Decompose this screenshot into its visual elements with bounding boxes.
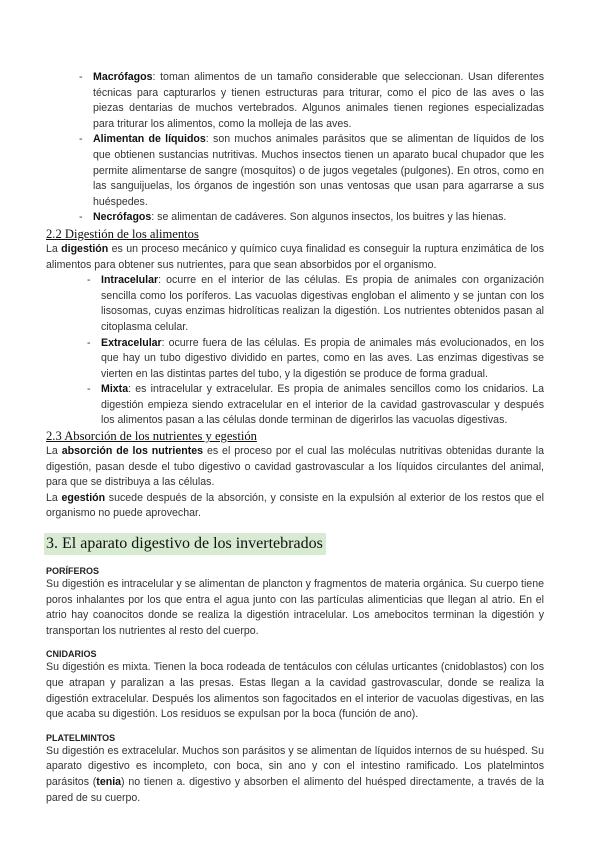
cnidaria-text: Su digestión es mixta. Tienen la boca rodeada de tentáculos con células urticantes (cnidoblastos) con los que atrapan y paralizan a las presas. Estas llegan a la cavidad gastrovascular, donde se realiza la digestión extracelular. Después los alimentos son fagocitados en el interior de vacuolas digestivas, en las que acaba su digestión. Los residuos se expulsan por la boca (función de ano). — [46, 661, 544, 721]
text: sucede después de la absorción, y consiste en la expulsión al exterior de los restos que el organismo no puede aprovechar. — [46, 491, 544, 520]
porifera-text: Su digestión es intracelular y se alimentan de plancton y fragmentos de materia orgánica. Su cuerpo tiene poros inhalantes por los que entra el agua junto con las partículas alimenticias que llegan al atrio. En el atrio hay coanocitos donde se realiza la digestión intracelular. Los amebocitos terminan la digestión y transportan los nutrientes al resto del cuerpo. — [46, 578, 544, 637]
section-heading-2-3: 2.3 Absorción de los nutrientes y egestión — [46, 429, 257, 444]
text: es el proceso por el cual las moléculas nutritivas obtenidas durante la digestión, pasan desde el tubo digestivo o cavidad gastrovascular a los líquidos circulantes del animal, para que se distribuya a las células. — [46, 445, 544, 489]
list-item — [46, 210, 544, 226]
platyhelminthes-heading: PLATELMINTOS — [46, 732, 116, 743]
porifera-heading: PORÍFEROS — [46, 566, 100, 577]
item-text: : son muchos animales parásitos que se alimentan de líquidos de los que obtienen sustancias nutritivas. Muchos insectos tienen un aparato bucal chupador que les permite alimentarse de sangre (mosquitos) o de jugos vegetales (pulgones). En otros, como en las sanguijuelas, los órganos de ingestión son unas ventosas que usan para agarrarse a sus huéspedes. — [93, 133, 544, 208]
item-text: : ocurre en el interior de las células. Es propia de animales con organización sencilla como los poríferos. Las vacuolas digestivas engloban el alimento y se juntan con los lisosomas, cuyas enzimas hidrolíticas realizan la digestión. Los nutrientes obtenidos pasan al citoplasma celular. — [101, 274, 544, 333]
item-text: : se alimentan de cadáveres. Son algunos insectos, los buitres y las hienas. — [151, 211, 507, 224]
nutrition-types-list — [46, 70, 544, 226]
item-text: : ocurre fuera de las células. Es propia de animales más evolucionados, en los que hay un tubo digestivo dividido en partes, como en las aves. Las enzimas digestivas se vierten en las distintas partes del tubo, y la digestión se produce de forma gradual. — [101, 336, 544, 380]
text: La — [46, 445, 62, 458]
bullet-dash: - — [87, 383, 91, 396]
term: Macrófagos — [93, 71, 153, 83]
term: Alimentan de líquidos — [93, 133, 206, 146]
term: Necrófagos — [93, 211, 152, 224]
list-item — [46, 336, 544, 383]
bullet-dash: - — [87, 336, 91, 349]
list-item — [46, 70, 544, 132]
list-item — [46, 273, 544, 335]
cnidaria-heading: CNIDARIOS — [46, 649, 97, 660]
term: absorción de los nutrientes — [61, 445, 204, 458]
term: digestión — [61, 242, 109, 255]
bullet-dash: - — [79, 211, 83, 224]
term: Extracelular — [101, 336, 162, 349]
list-item — [46, 382, 544, 429]
text: ) no tienen a. digestivo y absorben el alimento del huésped directamente, a través de la pared de su cuerpo. — [46, 775, 544, 804]
term: Mixta — [101, 383, 129, 396]
text: es un proceso mecánico y químico cuya finalidad es conseguir la ruptura enzimática de los alimentos para obtener sus nutrientes, para que sean absorbidos por el organismo. — [46, 242, 545, 271]
platyhelminthes-text — [46, 744, 544, 806]
digestion-intro — [46, 242, 544, 273]
bullet-dash: - — [79, 133, 83, 146]
text: Su digestión es extracelular. Muchos son parásitos y se alimentan de líquidos internos de su huésped. Su aparato digestivo es incompleto, con boca, sin ano y con el intestino ramificado. Los platelmintos parásitos ( — [46, 744, 544, 788]
list-item — [46, 132, 544, 210]
text: La — [46, 491, 62, 504]
item-text: : toman alimentos de un tamaño considerable que seleccionan. Usan diferentes técnicas para capturarlos y tienen estructuras para triturar, como el pico de las aves o las piezas dentarias de muchos vertebrados. Algunos animales tienen regiones especializadas para triturar los alimentos, como la molleja de las aves. — [93, 71, 544, 130]
term: tenia — [96, 775, 122, 788]
page-content — [46, 70, 544, 806]
egestion-paragraph — [46, 491, 544, 522]
text: La — [46, 242, 62, 255]
item-text: : es intracelular y extracelular. Es propia de animales sencillos como los cnidarios. La digestión empieza siendo extracelular en el interior de la cavidad gastrovascular y después los alimentos pasan a las células donde terminan de digerirlos las vacuolas digestivas. — [101, 383, 544, 427]
term: Intracelular — [101, 274, 159, 287]
section-heading-3: 3. El aparato digestivo de los invertebrados — [44, 533, 326, 555]
bullet-dash: - — [87, 274, 91, 287]
bullet-dash: - — [79, 71, 83, 83]
section-heading-2-2: 2.2 Digestión de los alimentos — [46, 226, 199, 241]
absorption-paragraph — [46, 444, 544, 491]
term: egestión — [61, 491, 106, 504]
digestion-types-list — [46, 273, 544, 429]
